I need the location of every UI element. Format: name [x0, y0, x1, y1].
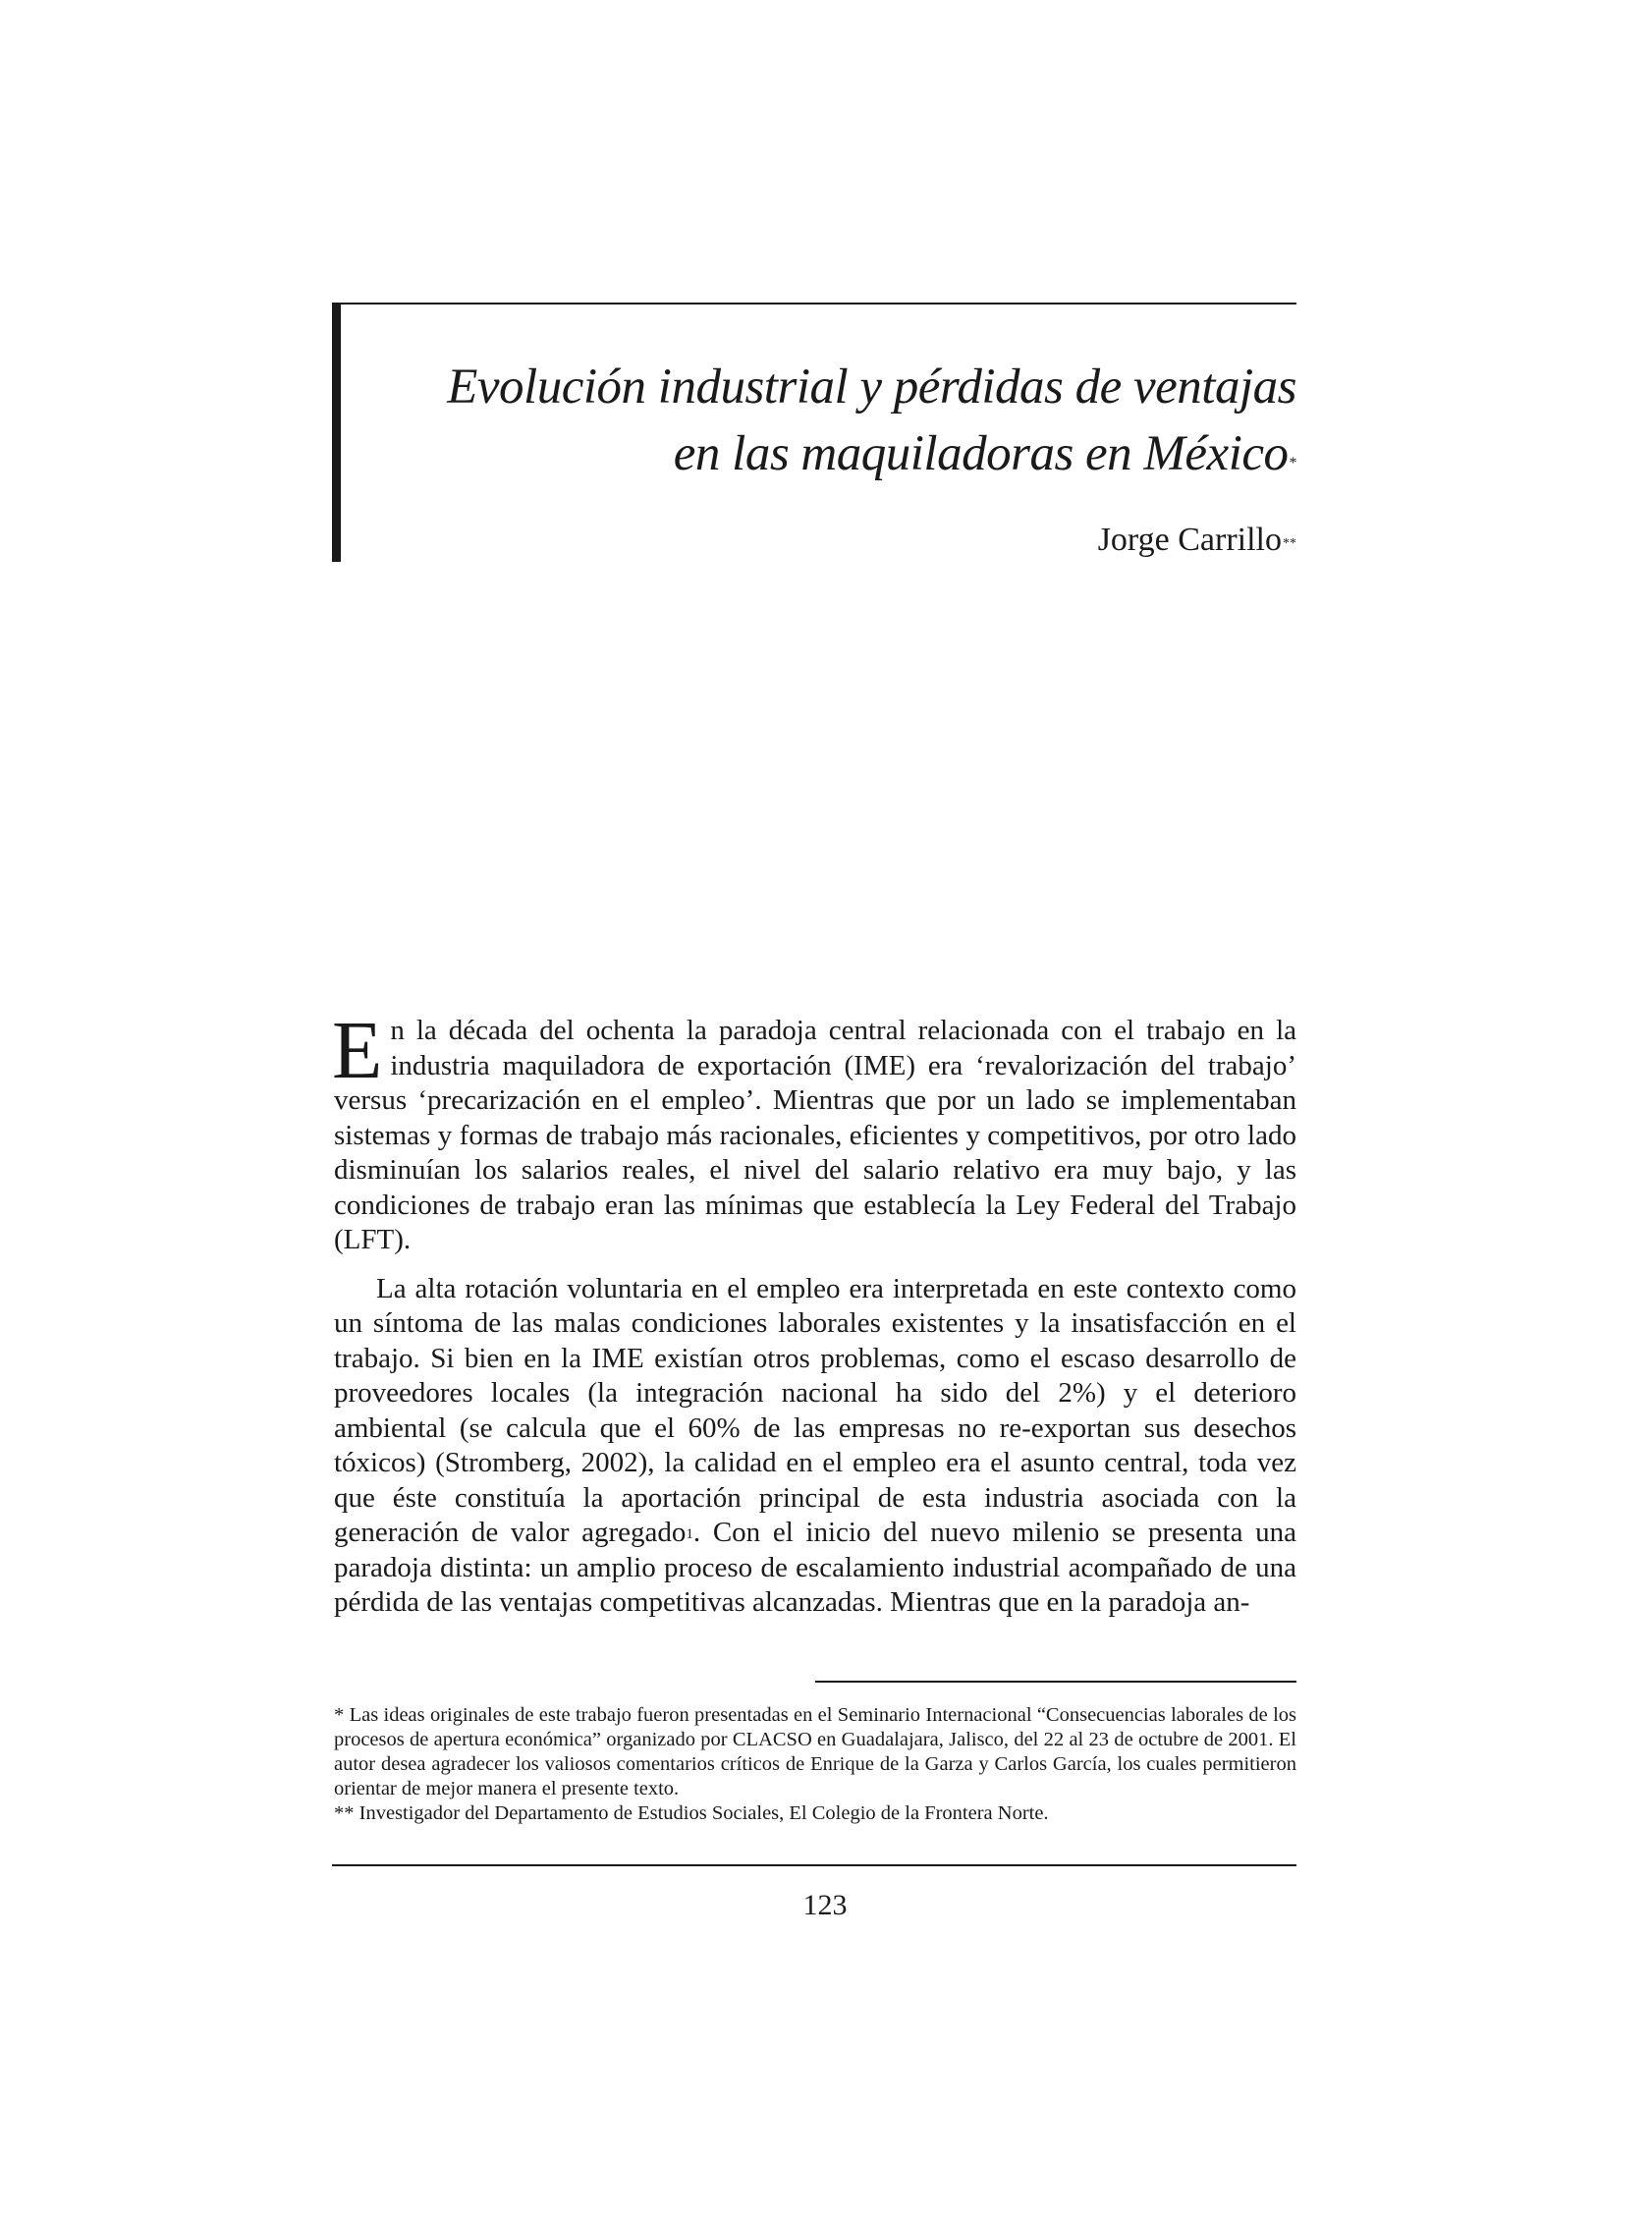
title-top-rule: [334, 303, 1296, 304]
paragraph-1-text: n la década del ochenta la paradoja central relacionada con el trabajo en la industria maquiladora de exportación (IME) era ‘revalorización del trabajo’ versus ‘precarización en el empleo’. Mientras que por un lado se implementaban sistemas y formas de trabajo más racionales, eficientes y competitivos, por otro lado disminuían los salarios reales, el nivel del salario relativo era muy bajo, y las condiciones de trabajo eran las mínimas que establecía la Ley Federal del Trabajo (LFT).: [334, 1015, 1296, 1255]
body-text: [332, 1005, 1296, 1621]
footnote-2: ** Investigador del Departamento de Estudios Sociales, El Colegio de la Frontera Norte.: [334, 1802, 1049, 1824]
title-left-bar: [332, 303, 341, 562]
paragraph-1: [332, 1005, 1296, 1258]
article-title: [393, 354, 1296, 487]
title-line-1: Evolución industrial y pérdidas de ventajas: [447, 360, 1296, 415]
title-line-2-text: en las maquiladoras en México: [673, 426, 1289, 481]
author-line: [786, 521, 1296, 560]
paragraph-2-text-a: La alta rotación voluntaria en el empleo era interpretada en este contexto como un síntoma de las malas condiciones laborales existentes y la insatisfacción en el trabajo. Si bien en la IME existían otros problemas, como el escaso desarrollo de proveedores locales (la integración nacional ha sido del 2%) y el deterioro ambiental (se calcula que el 60% de las empresas no re-exportan sus desechos tóxicos) (Stromberg, 2002), la calidad en el empleo era el asunto central, toda vez que éste constituía la aportación principal de esta industria asociada con la generación de valor agregado: [334, 1272, 1296, 1548]
title-footnote-mark[interactable]: *: [1289, 455, 1296, 471]
paragraph-2-text-b: . Con el inicio del nuevo milenio se presenta una paradoja distinta: un amplio proceso de escalamiento industrial acompañado de una pérdida de las ventajas competitivas alcanzadas. Mientras que en la paradoja an-: [334, 1517, 1296, 1618]
author-name: Jorge Carrillo: [1097, 522, 1282, 558]
bottom-rule: [332, 1864, 1296, 1866]
footnote-1: * Las ideas originales de este trabajo fueron presentadas en el Seminario Internacional “Consecuencias laborales de los procesos de apertura económica” organizado por CLACSO en Guadalajara, Jalisco, del 22 al 23 de octubre de 2001. El autor desea agradecer los valiosos comentarios críticos de Enrique de la Garza y Carlos García, los cuales permitieron orientar de mejor manera el presente texto.: [334, 1704, 1296, 1799]
author-footnote-mark[interactable]: **: [1283, 536, 1296, 551]
title-line-2: [393, 420, 1296, 487]
footnote-separator: [815, 1681, 1296, 1683]
footnotes: [334, 1703, 1296, 1826]
drop-cap: E: [332, 1005, 383, 1096]
paragraph-2: [334, 1272, 1296, 1621]
page-number: 123: [802, 1889, 848, 1921]
footnote-ref-1[interactable]: 1: [686, 1526, 693, 1542]
